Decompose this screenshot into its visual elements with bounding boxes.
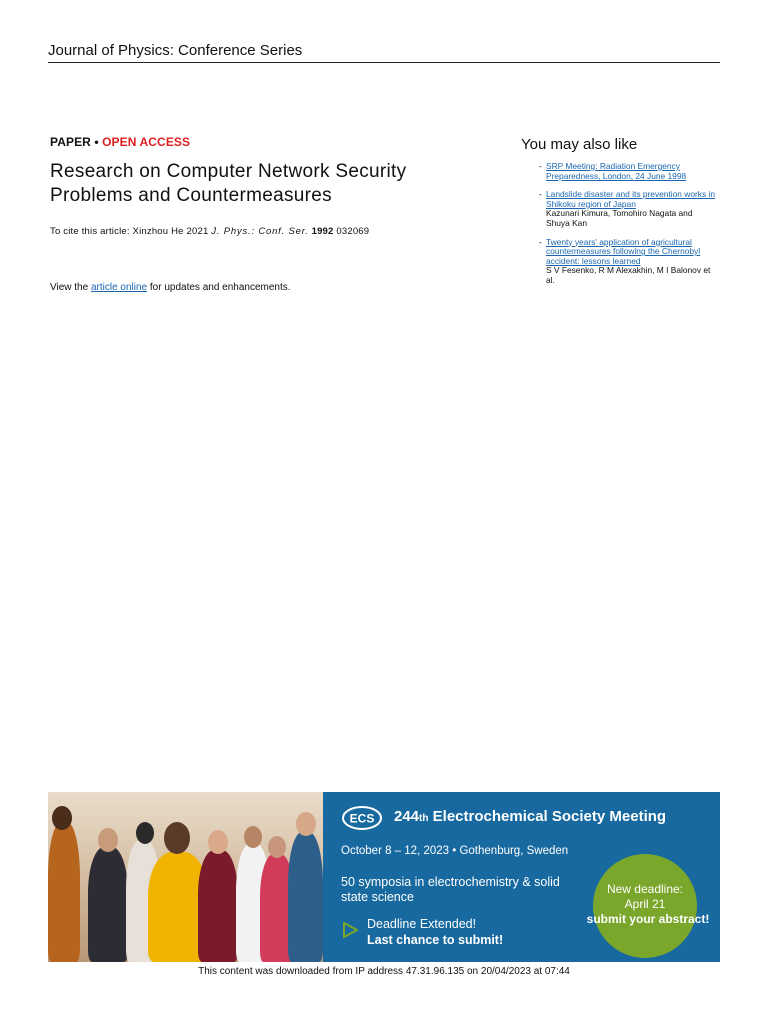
paper-label: PAPER <box>50 135 91 149</box>
view-prefix: View the <box>50 282 91 293</box>
cite-journal: J. Phys.: Conf. Ser. <box>211 226 309 237</box>
deadline-extended: Deadline Extended! <box>367 917 477 931</box>
cite-article-number: 032069 <box>336 226 370 237</box>
view-suffix: for updates and enhancements. <box>147 282 291 293</box>
meeting-number: 244 <box>394 808 420 825</box>
meeting-ordinal: th <box>419 813 429 824</box>
deadline-circle <box>593 854 697 958</box>
related-link[interactable]: Twenty years' application of agricultural countermeasures following the Chernobyl accident: lessons learned <box>546 236 701 266</box>
journal-header <box>48 42 720 63</box>
submit-abstract-cta[interactable]: submit your abstract! <box>586 912 710 926</box>
related-title: You may also like <box>521 136 638 153</box>
banner-date: October 8 – 12, 2023 • Gothenburg, Sweden <box>341 845 569 857</box>
related-authors: Kazunari Kimura, Tomohiro Nagata and Shuya Kan <box>546 208 693 228</box>
related-link[interactable]: SRP Meeting: Radiation Emergency Preparedness, London, 24 June 1998 <box>546 161 687 181</box>
related-item <box>521 190 718 228</box>
list-dash: - <box>539 189 542 200</box>
last-chance-text: Last chance to submit! <box>367 933 504 947</box>
article-title: Research on Computer Network Security Problems and Countermeasures <box>50 161 407 206</box>
ecs-logo-text: ECS <box>349 811 375 826</box>
related-item <box>521 238 718 286</box>
cite-volume: 1992 <box>311 226 334 237</box>
open-access-label: OPEN ACCESS <box>102 135 191 149</box>
related-authors: S V Fesenko, R M Alexakhin, M I Balonov et al. <box>546 265 711 285</box>
download-footer: This content was downloaded from IP address 47.31.96.135 on 20/04/2023 at 07:44 <box>198 966 570 977</box>
banner-title <box>394 808 666 825</box>
banner-symposia: 50 symposia in electrochemistry & solid state science <box>341 875 560 904</box>
play-arrow-icon <box>342 922 358 938</box>
paper-tag <box>50 135 190 149</box>
new-deadline-label: New deadline: <box>606 882 684 896</box>
conference-crowd-photo <box>48 792 323 962</box>
ecs-advertisement-banner[interactable] <box>48 792 720 962</box>
related-link[interactable]: Landslide disaster and its prevention works in Shikoku region of Japan <box>546 189 715 209</box>
article-online-link[interactable]: article online <box>90 282 148 293</box>
deadline-circle-text <box>593 882 697 912</box>
deadline-date: April 21 <box>624 897 666 911</box>
list-dash: - <box>539 236 542 247</box>
list-dash: - <box>539 161 542 171</box>
view-online-note <box>50 282 291 293</box>
cite-prefix: To cite this article: Xinzhou He 2021 <box>50 226 212 237</box>
related-item <box>521 162 718 181</box>
related-articles-panel <box>521 136 721 295</box>
journal-name: Journal of Physics: Conference Series <box>48 42 303 59</box>
citation-line <box>50 226 369 237</box>
tag-separator: • <box>90 135 103 149</box>
meeting-name: Electrochemical Society Meeting <box>428 808 667 825</box>
related-list <box>521 162 721 286</box>
ecs-logo-icon <box>342 806 382 830</box>
deadline-notice <box>367 916 503 948</box>
